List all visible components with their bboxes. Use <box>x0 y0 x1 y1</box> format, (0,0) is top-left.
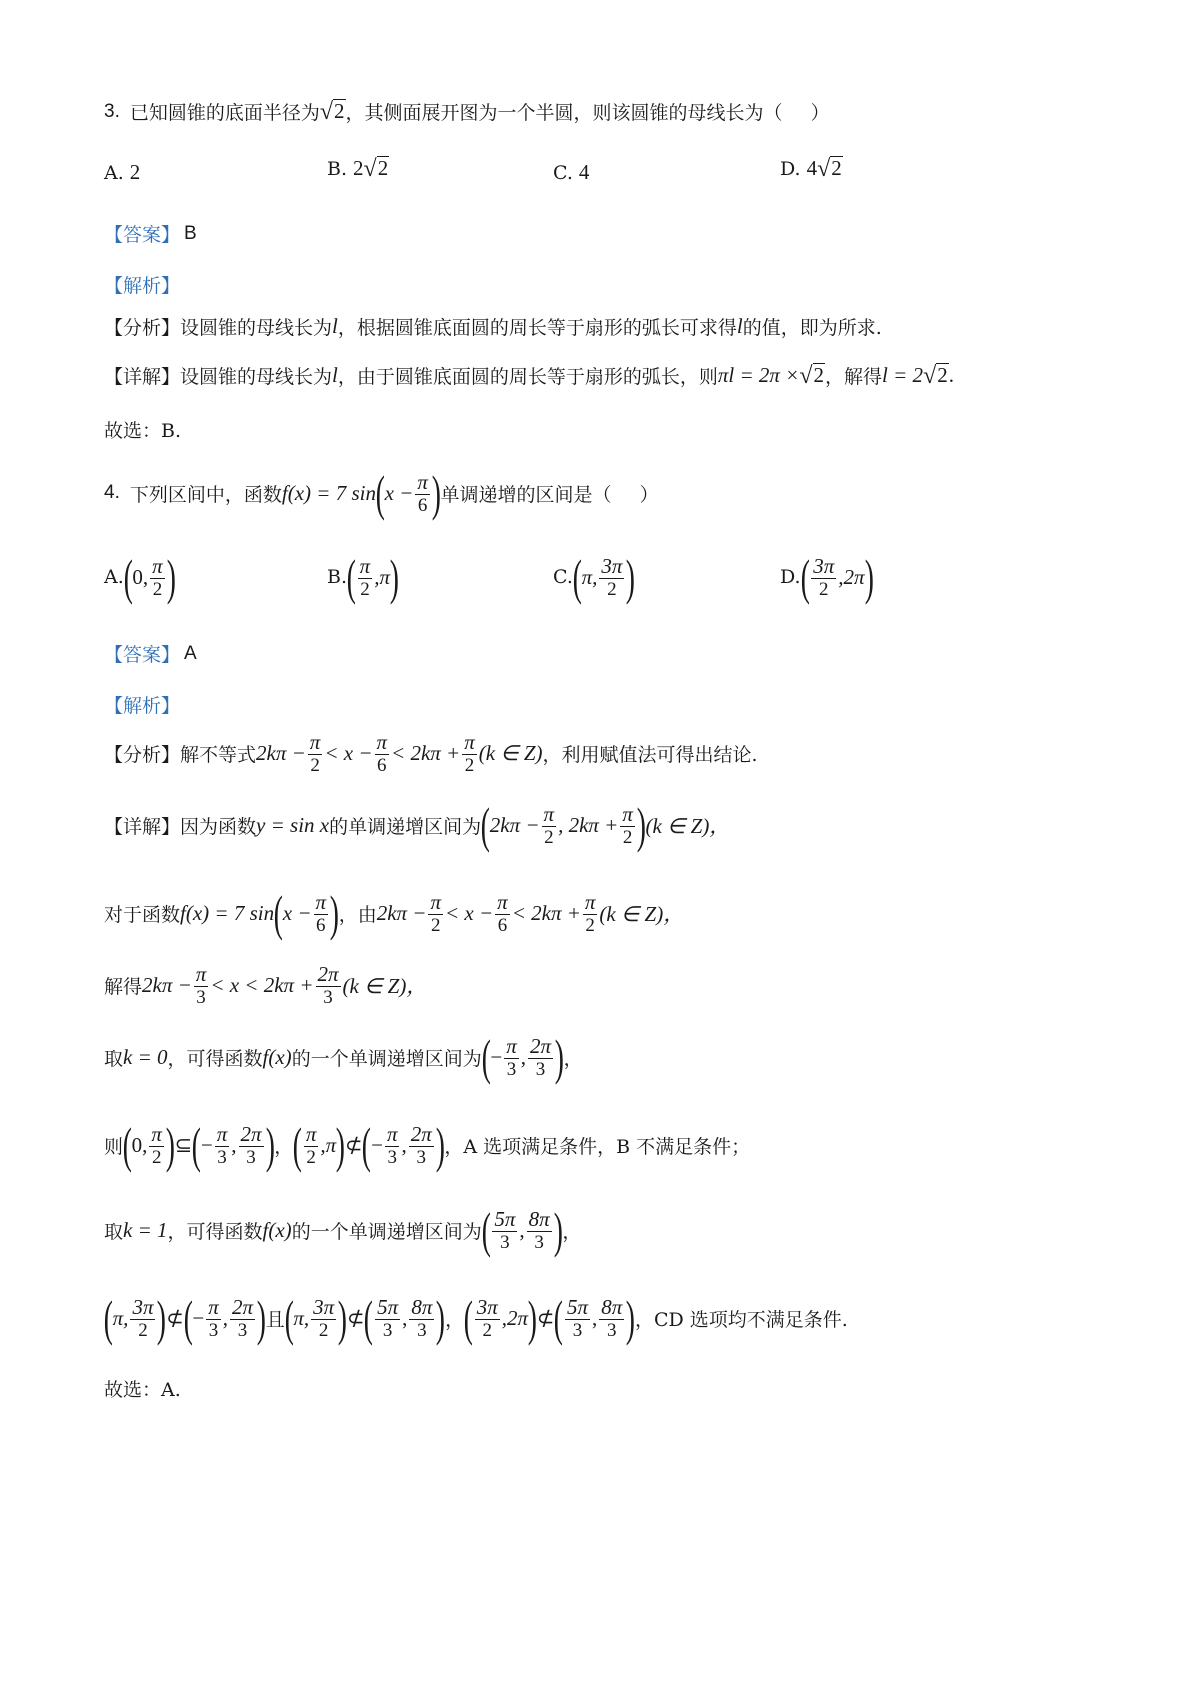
q3-xiangjie: 【详解】 设圆锥的母线长为 l ，由于圆锥底面圆的周长等于扇形的弧长，则 πl = 2π × √ 2 ，解得 l = 2 √ 2 . <box>104 362 954 389</box>
fenxi-text: ，根据圆锥底面圆的周长等于扇形的弧长可求得 <box>337 317 737 339</box>
analysis-tag: 【解析】 <box>104 275 181 297</box>
line-text: 的一个单调递增区间为 <box>291 1047 482 1070</box>
analysis-tag: 【解析】 <box>104 695 181 717</box>
q4-option-d[interactable]: D. ( $\frac{3\pi}{2}$ ,2π ) <box>780 549 874 605</box>
xiangjie-text: ，由于圆锥底面圆的周长等于扇形的弧长，则 <box>337 366 718 388</box>
q3-analysis-heading <box>104 271 180 298</box>
sqrt-expression: √ 2 <box>923 362 948 389</box>
q3-fenxi <box>104 313 882 340</box>
q3-option-c[interactable] <box>553 160 589 185</box>
q4-number: 4. <box>104 482 120 503</box>
q4-xiangjie: 【详解】 因为函数 y = sin x 的单调递增区间为 ( 2kπ − $\frac{\pi}{2}$ , 2kπ + $\frac{\pi}{2}$ ) (k ∈ Z)， <box>104 797 731 853</box>
q4-line7: ( π, $\frac{3\pi}{2}$ ) ⊄ ( − $\frac{\pi}{3}$ , $\frac{2\pi}{3}$ ) 且 ( π, $\frac{3\pi}{2}$ ) ⊄ ( $\frac{5\pi}{3}$ , $\frac{8\pi}{3}$ ) ， ( $\frac{3\pi}{2}$ ,2π ) ⊄ ( $\frac{5\pi}{3}$ , $\frac{8\pi}{3}$ ) ， CD 选项均不满足条件. <box>103 1290 848 1346</box>
line-text: ，可得函数 <box>167 1047 263 1070</box>
option-label: D. <box>780 566 801 588</box>
xiangjie-text: 的单调递增区间为 <box>329 815 482 838</box>
q3-option-d[interactable] <box>780 156 843 181</box>
line-text: 且 <box>265 1308 285 1331</box>
fenxi-text: ，利用赋值法可得出结论. <box>542 743 758 766</box>
xiangjie-text: 设圆锥的母线长为 <box>180 366 333 388</box>
line-text: ，可得函数 <box>167 1220 263 1243</box>
q4-stem-text-c: ） <box>639 483 659 506</box>
fenxi-tag: 【分析】 <box>104 317 181 339</box>
q3-stem-text-a: 已知圆锥的底面半径为 <box>129 102 320 124</box>
xiangjie-tag: 【详解】 <box>104 815 181 838</box>
option-label: B. <box>327 157 348 180</box>
fenxi-text: 设圆锥的母线长为 <box>180 317 333 339</box>
option-label: A. <box>104 161 124 184</box>
q3-conclusion <box>104 416 181 443</box>
xiangjie-text: 因为函数 <box>180 815 257 838</box>
line-text: 取 <box>104 1047 124 1070</box>
option-coef: 2 <box>353 156 364 180</box>
q3-stem <box>104 98 830 125</box>
option-value: 2 <box>129 160 141 184</box>
q4-line5: 则 ( 0, $\frac{\pi}{2}$ ) ⊆ ( − $\frac{\pi}{3}$ , $\frac{2\pi}{3}$ ) ， ( $\frac{\pi}{2}$ ,π ) ⊄ ( − $\frac{\pi}{3}$ , $\frac{2\pi}{3}$ ) ， A 选项满足条件，B 不满足条件； <box>104 1117 751 1173</box>
q4-conclusion <box>104 1375 181 1402</box>
q4-line2: 对于函数 f(x) = 7 sin ( x − $\frac{\pi}{6}$ ) ，由 2kπ − $\frac{\pi}{2}$ < x − $\frac{\pi}{6}$ < 2kπ + $\frac{\pi}{2}$ (k ∈ Z)， <box>104 885 685 941</box>
q3-number: 3. <box>104 100 120 122</box>
option-label: D. <box>780 157 801 180</box>
line-text: 则 <box>104 1135 124 1158</box>
q4-option-c[interactable]: C. ( π, $\frac{3\pi}{2}$ ) <box>553 549 636 605</box>
math-expression: l = 2 <box>882 363 924 387</box>
math-var: l <box>332 314 338 338</box>
option-value: 4 <box>578 160 590 184</box>
option-label: C. <box>553 161 573 184</box>
q4-line4: 取 k = 0 ，可得函数 f(x) 的一个单调递增区间为 ( − $\frac{\pi}{3}$ , $\frac{2\pi}{3}$ ) ， <box>104 1029 583 1085</box>
math-expression: y = sin x <box>256 812 330 837</box>
math-expression: k = 0 <box>123 1044 168 1069</box>
answer-value: A <box>184 642 197 664</box>
fenxi-tag: 【分析】 <box>104 743 181 766</box>
line-text: 取 <box>104 1220 124 1243</box>
line-text: 的一个单调递增区间为 <box>291 1220 482 1243</box>
xiangjie-tag: 【详解】 <box>104 366 181 388</box>
sqrt-expression: √ 2 <box>319 98 345 125</box>
sqrt-expression: √ 2 <box>799 362 825 389</box>
answer-value: B <box>184 222 197 244</box>
q4-analysis-heading <box>104 691 180 718</box>
option-label: B. <box>327 566 348 588</box>
q4-answer <box>104 640 197 667</box>
math-expression: f(x) = 7 sin <box>180 900 275 925</box>
q3-option-b[interactable] <box>327 156 389 181</box>
q4-stem-text-a: 下列区间中，函数 <box>129 483 282 506</box>
math-expression: πl = 2π × <box>717 363 800 387</box>
answer-tag: 【答案】 <box>104 644 181 666</box>
q4-fenxi: 【分析】 解不等式 2kπ − $\frac{\pi}{2}$ < x − $\frac{\pi}{6}$ < 2kπ + $\frac{\pi}{2}$ (k ∈ Z) ，利用赋值法可得出结论. <box>104 730 758 777</box>
fraction: $\frac{\pi}{6}$ <box>417 469 428 516</box>
answer-tag: 【答案】 <box>104 224 181 246</box>
line-text: CD 选项均不满足条件. <box>653 1308 848 1331</box>
q4-stem: 4. 下列区间中，函数 f(x) = 7 sin ( x − $\frac{\pi}{6}$ ) 单调递增的区间是（ ） <box>104 465 659 521</box>
q4-line6: 取 k = 1 ，可得函数 f(x) 的一个单调递增区间为 ( $\frac{5\pi}{3}$ , $\frac{8\pi}{3}$ ) ， <box>104 1202 582 1258</box>
xiangjie-text: ，解得 <box>825 366 883 388</box>
q4-option-b[interactable]: B. ( $\frac{\pi}{2}$ ,π ) <box>327 549 399 605</box>
q3-option-a[interactable] <box>104 160 140 185</box>
math-expression: k = 1 <box>123 1217 168 1242</box>
q4-option-a[interactable]: A. ( 0, $\frac{\pi}{2}$ ) <box>104 549 176 605</box>
q3-answer <box>104 220 197 247</box>
q4-line3: 解得 2kπ − $\frac{\pi}{3}$ < x < 2kπ + $\frac{2\pi}{3}$ (k ∈ Z)， <box>104 962 428 1009</box>
sqrt-expression: √ 2 <box>817 155 842 182</box>
sqrt-expression: √ 2 <box>363 155 389 182</box>
line-text: 解得 <box>104 975 143 998</box>
conclusion-text: 故选：A. <box>104 1379 181 1401</box>
fenxi-text: 解不等式 <box>180 743 257 766</box>
line-text: A 选项满足条件，B 不满足条件； <box>463 1135 751 1158</box>
line-text: 对于函数 <box>104 903 181 926</box>
math-var: l <box>332 363 338 387</box>
math-var: l <box>736 314 743 338</box>
math-expression: f(x) = 7 sin <box>281 480 376 505</box>
line-text: ，由 <box>338 903 377 926</box>
q4-stem-text-b: 单调递增的区间是（ <box>440 483 612 506</box>
q3-stem-text-b: ，其侧面展开图为一个半圆，则该圆锥的母线长为（ <box>345 102 783 124</box>
q3-stem-text-c: ） <box>810 102 830 124</box>
option-coef: 4 <box>806 156 818 180</box>
option-label: C. <box>553 566 573 588</box>
fenxi-text: 的值，即为所求. <box>742 317 882 339</box>
conclusion-text: 故选：B. <box>104 420 182 442</box>
option-label: A. <box>104 566 124 588</box>
